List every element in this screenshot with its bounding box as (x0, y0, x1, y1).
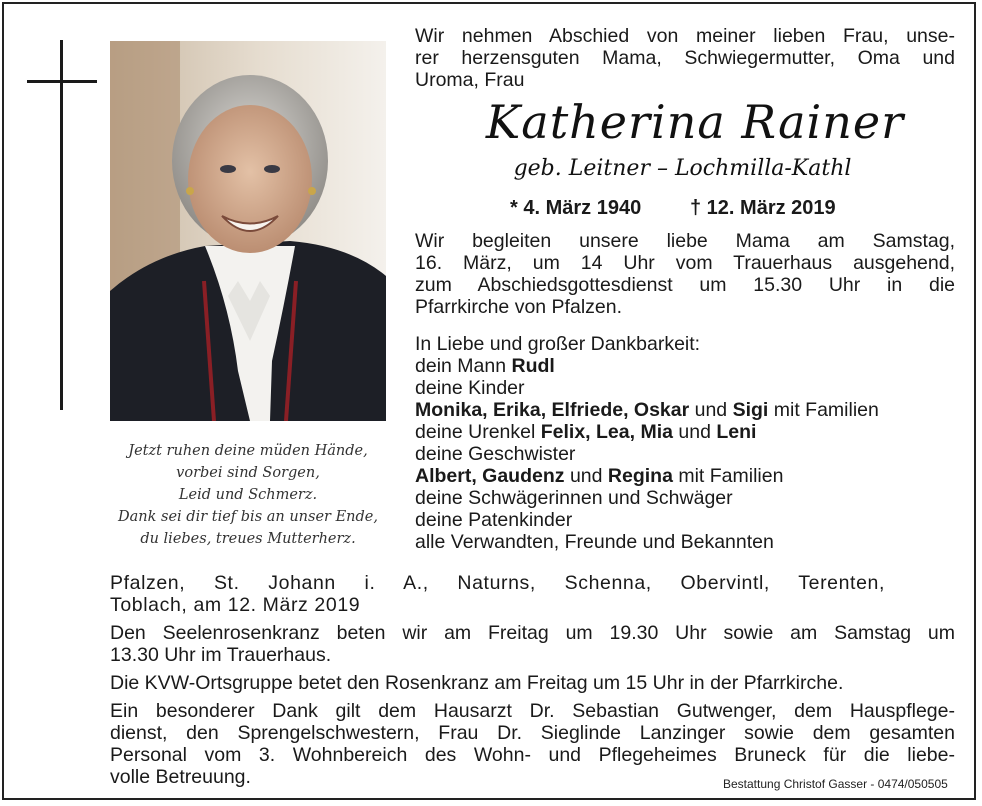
mourner-name: Regina (607, 465, 673, 487)
mourner-text: mit Familien (672, 465, 784, 487)
thanks-line: volle Betreuung. (110, 766, 251, 788)
mourner-line: deine Geschwister (415, 443, 576, 465)
mourner-line: deine Kinder (415, 377, 525, 399)
mourners-intro: In Liebe und großer Dankbarkeit: (415, 333, 701, 355)
undertaker-contact: Bestattung Christof Gasser - 0474/050505 (723, 777, 948, 791)
cross-icon-bar (27, 80, 97, 83)
poem-line: du liebes, treues Mutterherz. (140, 531, 356, 547)
mourner-name: Sigi (732, 399, 769, 421)
mourner-line (415, 355, 555, 377)
poem-line: Jetzt ruhen deine müden Hände, (128, 443, 368, 459)
mourner-line: alle Verwandten, Freunde und Bekannten (415, 531, 774, 553)
ceremony-line: Wir begleiten unsere liebe Mama am Samstag, (415, 230, 955, 252)
places-line: Toblach, am 12. März 2019 (110, 594, 361, 616)
thanks-line: Personal vom 3. Wohnbereich des Wohn- und Pflegeheimes Bruneck für die liebe- (110, 744, 955, 766)
mourner-text: deine Urenkel (415, 421, 541, 443)
poem-line: vorbei sind Sorgen, (176, 465, 320, 481)
ceremony-line: Pfarrkirche von Pfalzen. (415, 296, 623, 318)
mourner-text: und (689, 399, 733, 421)
thanks-line: dienst, den Sprengelschwestern, Frau Dr. Sieglinde Lanzinger sowie dem gesamten (110, 722, 955, 744)
mourner-name: Monika, Erika, Elfriede, Oskar (415, 399, 690, 421)
mourner-line: deine Patenkinder (415, 509, 573, 531)
intro-line: Uroma, Frau (415, 69, 525, 91)
death-date: † 12. März 2019 (690, 197, 836, 219)
mourner-text: und (564, 465, 608, 487)
intro-line: Wir nehmen Abschied von meiner lieben Frau, unse- (415, 25, 955, 47)
mourner-text: mit Familien (768, 399, 879, 421)
mourner-text: dein Mann (415, 355, 512, 377)
places-line: Pfalzen, St. Johann i. A., Naturns, Schenna, Obervintl, Terenten, (110, 572, 885, 594)
birth-date: * 4. März 1940 (510, 197, 642, 219)
mourner-name: Albert, Gaudenz (415, 465, 565, 487)
ceremony-line: zum Abschiedsgottesdienst um 15.30 Uhr in die (415, 274, 955, 296)
mourner-text: und (672, 421, 717, 443)
mourner-line (415, 421, 756, 443)
deceased-name: Katherina Rainer (485, 95, 905, 149)
poem-line: Leid und Schmerz. (178, 487, 318, 503)
cross-icon (60, 40, 63, 410)
rosary-line: 13.30 Uhr im Trauerhaus. (110, 644, 332, 666)
mourner-line (415, 399, 879, 421)
intro-line: rer herzensguten Mama, Schwiegermutter, Oma und (415, 47, 955, 69)
rosary-line: Den Seelenrosenkranz beten wir am Freitag um 19.30 Uhr sowie am Samstag um (110, 622, 955, 644)
mourner-line (415, 465, 783, 487)
mourner-name: Leni (716, 421, 757, 443)
birth-name: geb. Leitner – Lochmilla-Kathl (513, 156, 852, 181)
thanks-line: Ein besonderer Dank gilt dem Hausarzt Dr. Sebastian Gutwenger, dem Hauspflege- (110, 700, 955, 722)
ceremony-line: 16. März, um 14 Uhr vom Trauerhaus ausgehend, (415, 252, 955, 274)
portrait-photo (110, 41, 386, 421)
mourner-name: Rudl (511, 355, 555, 377)
mourner-name: Felix, Lea, Mia (540, 421, 673, 443)
kvw-line: Die KVW-Ortsgruppe betet den Rosenkranz am Freitag um 15 Uhr in der Pfarrkirche. (110, 672, 844, 694)
poem (106, 440, 390, 550)
mourner-line: deine Schwägerinnen und Schwäger (415, 487, 733, 509)
poem-line: Dank sei dir tief bis an unser Ende, (118, 509, 378, 525)
